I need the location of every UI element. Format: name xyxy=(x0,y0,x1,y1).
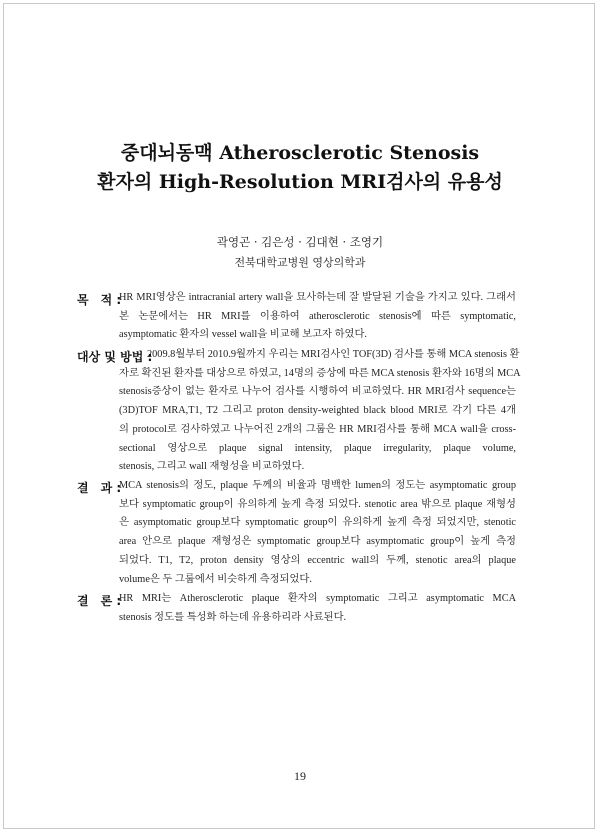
section-label-methods: 대상 및 방법 : xyxy=(77,350,153,364)
affiliation: 전북대학교병원 영상의학과 xyxy=(234,256,366,269)
body-line: MCA stenosis의 정도, plaque 두께의 비율과 명백한 lumen의 정도는 asymptomatic group xyxy=(119,480,516,491)
section-label-purpose: 목 적 : xyxy=(77,293,122,307)
section-label-results: 결 과 : xyxy=(77,481,122,495)
body-line: volume은 두 그룹에서 비슷하게 측정되었다. xyxy=(119,573,312,585)
title-line-1: 중대뇌동맥 Atherosclerotic Stenosis xyxy=(120,142,480,164)
body-line: 은 asymptomatic group보다 symptomatic group이 유의하게 높게 측정 되었지만, stenotic xyxy=(119,517,516,529)
body-line: (3D)TOF MRA,T1, T2 그리고 proton density-weighted black blood MRI로 각기 다른 4개 xyxy=(119,405,516,417)
section-label-conclusion: 결 론 : xyxy=(77,594,122,608)
title-line-2: 환자의 High-Resolution MRI검사의 유용성 xyxy=(97,171,503,193)
body-line: stenosis증상이 없는 환자로 나누어 검사를 시행하여 비교하였다. HR MRI검사 sequence는 xyxy=(119,386,516,398)
body-line: 자로 확진된 환자를 대상으로 하였고, 14명의 증상에 따른 MCA stenosis 환자와 16명의 MCA xyxy=(119,367,521,379)
body-line: 2009.8월부터 2010.9월까지 우리는 MRI검사인 TOF(3D) 검사를 통해 MCA stenosis 환 xyxy=(147,349,520,360)
body-line: stenosis, 그리고 wall 재형성을 비교하였다. xyxy=(119,461,305,473)
body-line: stenosis 정도를 특성화 하는데 유용하리라 사료된다. xyxy=(119,611,347,623)
body-line: HR MRI영상은 intracranial artery wall을 묘사하는데 잘 발달된 기술을 가지고 있다. 그래서 xyxy=(119,292,516,303)
body-line: 보다 symptomatic group이 유의하게 높게 측정 되었다. stenotic area 밖으로 plaque 재형성 xyxy=(119,498,516,510)
body-line: sectional 영상으로 plaque signal intensity, plaque irregularity, plaque volume, xyxy=(119,442,516,454)
authors: 곽영곤 · 김은성 · 김대현 · 조영기 xyxy=(216,235,384,249)
body-line: asymptomatic 환자의 vessel wall을 비교해 보고자 하였다. xyxy=(119,329,367,341)
body-line: 본 논문에서는 HR MRI를 이용하여 atherosclerotic stenosis에 따른 symptomatic, xyxy=(119,310,516,322)
body-line: area 안으로 plaque 재형성은 symptomatic group보다 asymptomatic group이 높게 측정 xyxy=(119,536,516,548)
body-line: 의 protocol로 검사하였고 나누어진 2개의 그룹은 HR MRI검사를 통해 MCA wall을 cross- xyxy=(119,423,516,435)
section-body-results xyxy=(119,477,516,589)
section-body-conclusion xyxy=(119,590,516,627)
page-number: 19 xyxy=(294,769,306,783)
section-body-methods xyxy=(119,346,521,477)
body-line: HR MRI는 Atherosclerotic plaque 환자의 symptomatic 그리고 asymptomatic MCA xyxy=(119,593,516,604)
section-body-purpose xyxy=(119,289,516,345)
body-line: 되었다. T1, T2, proton density 영상의 eccentric wall의 두께, stenotic area의 plaque xyxy=(119,554,516,566)
